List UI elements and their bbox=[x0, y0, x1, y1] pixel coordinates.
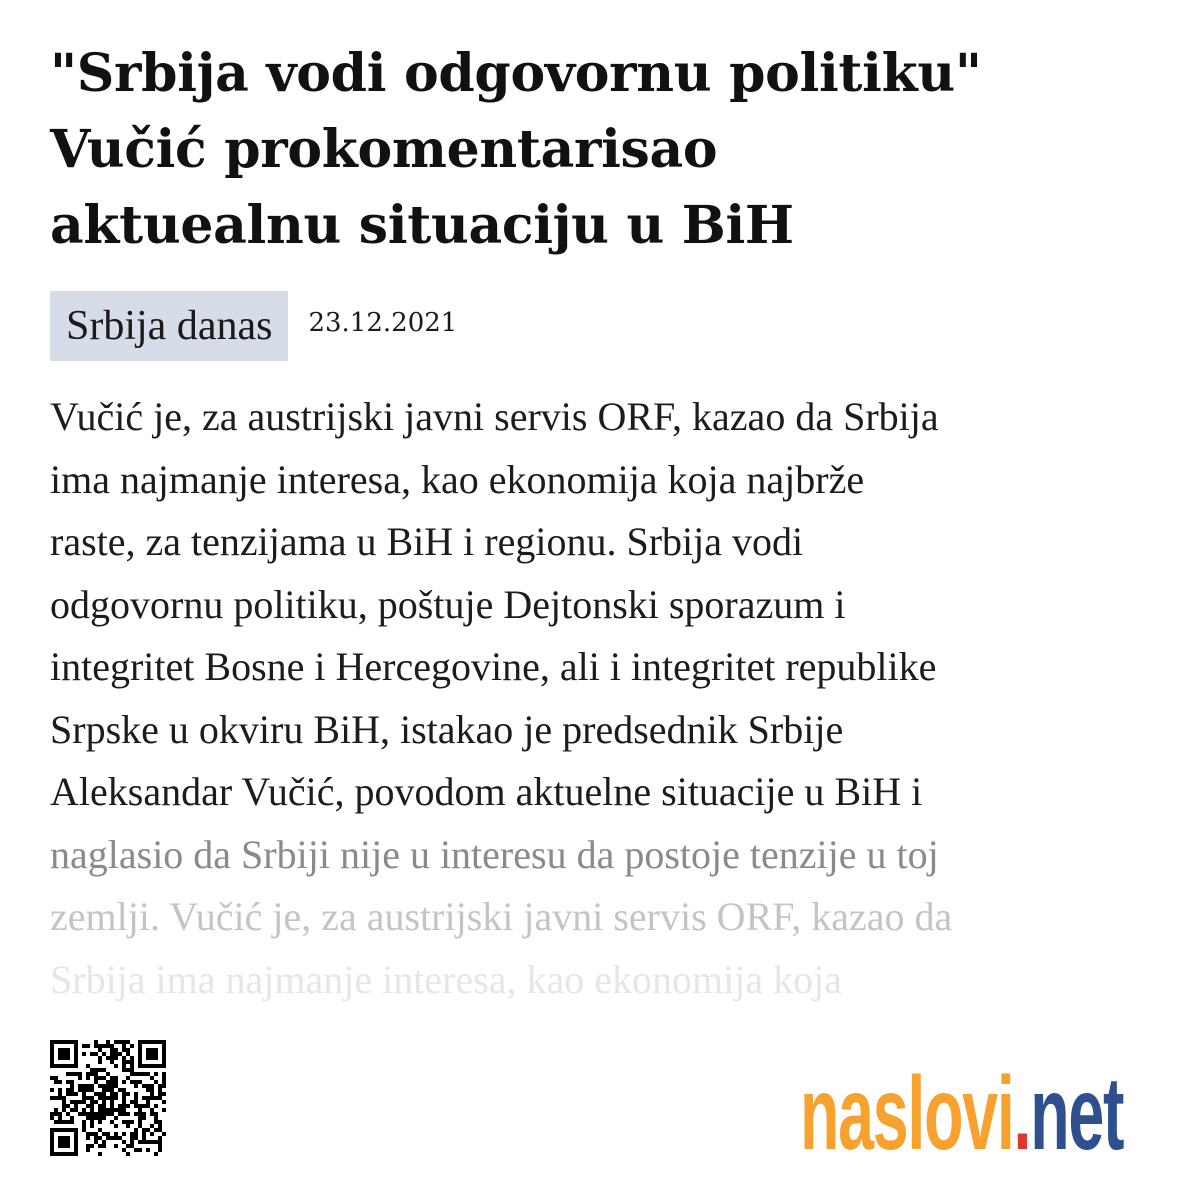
logo-text-naslovi: naslovi bbox=[800, 1056, 1014, 1172]
headline bbox=[50, 36, 1160, 264]
source-tag[interactable]: Srbija danas bbox=[50, 291, 288, 361]
qr-code-icon[interactable] bbox=[50, 1040, 166, 1156]
article-line: Srpske u okviru BiH, istakao je predsednik Srbije bbox=[50, 706, 844, 752]
logo-dot: . bbox=[1013, 1056, 1031, 1172]
publish-date: 23.12.2021 bbox=[308, 308, 458, 338]
article-line: raste, za tenzijama u BiH i regionu. Srbija vodi bbox=[50, 519, 804, 564]
headline-line: "Srbija vodi odgovornu politiku" bbox=[50, 43, 982, 104]
article-line: Srbija ima najmanje interesa, kao ekonomija koja bbox=[50, 956, 842, 1002]
logo-text-net: net bbox=[1030, 1056, 1124, 1172]
article-line: zemlji. Vučić je, za austrijski javni servis ORF, kazao da bbox=[50, 894, 953, 939]
article-line: Aleksandar Vučić, povodom aktuelne situacije u BiH i bbox=[50, 769, 923, 814]
site-logo[interactable] bbox=[800, 1056, 1170, 1172]
article-line: ima najmanje interesa, kao ekonomija koja najbrže bbox=[50, 456, 865, 502]
article-body bbox=[50, 386, 1160, 1011]
headline-line: aktuealnu situaciju u BiH bbox=[50, 195, 794, 256]
article-line: odgovornu politiku, poštuje Dejtonski sporazum i bbox=[50, 581, 846, 627]
article-meta bbox=[50, 291, 457, 361]
headline-line: Vučić prokomentarisao bbox=[50, 119, 718, 180]
article-line: naglasio da Srbiji nije u interesu da postoje tenzije u toj bbox=[50, 831, 939, 877]
article-line: Vučić je, za austrijski javni servis ORF, kazao da Srbija bbox=[50, 394, 939, 439]
article-line: integritet Bosne i Hercegovine, ali i integritet republike bbox=[50, 644, 937, 689]
